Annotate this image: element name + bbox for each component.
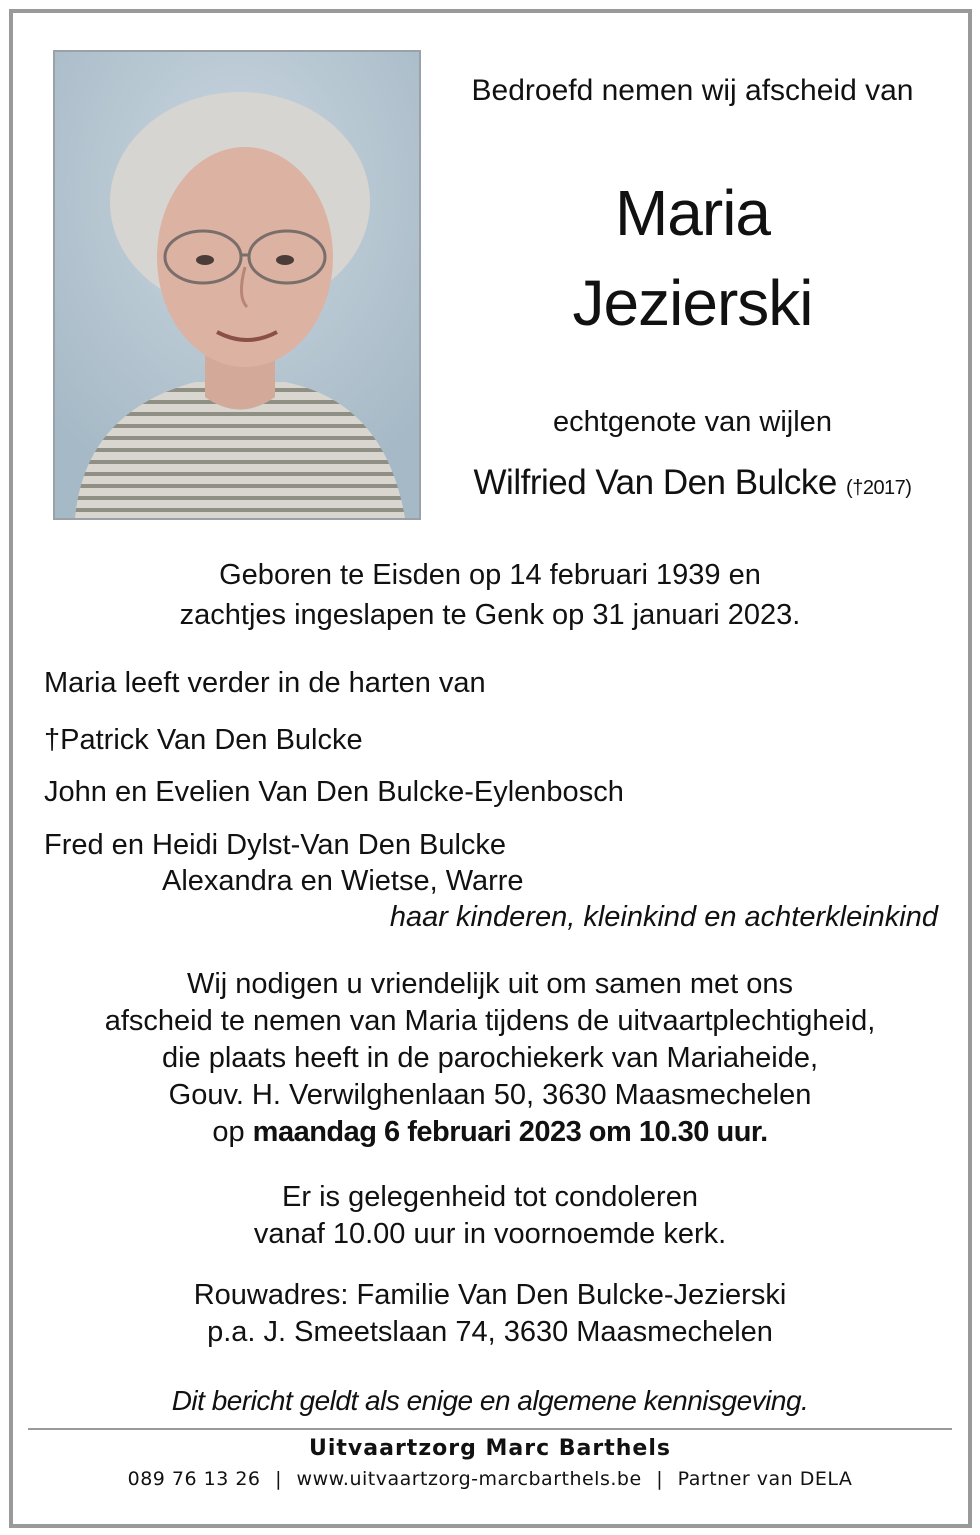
- spouse-name: Wilfried Van Den Bulcke: [473, 463, 837, 502]
- spouse-death-note: (†2017): [846, 477, 912, 499]
- invitation-line-2: afscheid te nemen van Maria tijdens de uitvaartplechtigheid,: [104, 1005, 876, 1037]
- footer-divider: [28, 1428, 952, 1430]
- footer-contact: [40, 1468, 940, 1490]
- intro-text: Bedroefd nemen wij afscheid van: [471, 74, 914, 107]
- invitation-text: [40, 966, 940, 1151]
- condolence-text: [40, 1179, 940, 1253]
- footer-website-link[interactable]: www.uitvaartzorg-marcbarthels.be: [296, 1468, 642, 1490]
- funeral-firm-name: Uitvaartzorg Marc Barthels: [309, 1436, 671, 1461]
- family-member: John en Evelien Van Den Bulcke-Eylenbosch: [44, 776, 624, 808]
- deceased-last-name: Jezierski: [572, 267, 813, 339]
- family-member: †Patrick Van Den Bulcke: [44, 724, 363, 756]
- footer-phone: 089 76 13 26: [127, 1468, 261, 1490]
- footer-separator: |: [275, 1468, 282, 1490]
- invitation-line-1: Wij nodigen u vriendelijk uit om samen met ons: [186, 968, 794, 1000]
- born-line-2: zachtjes ingeslapen te Genk op 31 januari 2023.: [179, 599, 801, 631]
- family-member: Fred en Heidi Dylst-Van Den Bulcke: [44, 829, 507, 861]
- funeral-date: maandag 6 februari 2023 om 10.30 uur.: [252, 1116, 768, 1148]
- family-relation: haar kinderen, kleinkind en achterkleinkind: [389, 901, 938, 933]
- address-line-1: Rouwadres: Familie Van Den Bulcke-Jezierski: [193, 1279, 787, 1311]
- family-intro: Maria leeft verder in de harten van: [44, 667, 486, 699]
- condolence-line-1: Er is gelegenheid tot condoleren: [282, 1181, 698, 1213]
- invitation-line-5: [40, 1114, 940, 1151]
- spouse-intro: echtgenote van wijlen: [553, 406, 832, 438]
- deceased-name: [440, 168, 945, 348]
- born-line-1: Geboren te Eisden op 14 februari 1939 en: [219, 559, 761, 591]
- mourning-address: [40, 1277, 940, 1351]
- family-member: Alexandra en Wietse, Warre: [162, 865, 524, 897]
- address-line-2: p.a. J. Smeetslaan 74, 3630 Maasmechelen: [207, 1316, 773, 1348]
- invitation-line-3: die plaats heeft in de parochiekerk van Mariaheide,: [161, 1042, 819, 1074]
- condolence-line-2: vanaf 10.00 uur in voornoemde kerk.: [253, 1218, 727, 1250]
- footer-partner: Partner van DELA: [677, 1468, 853, 1490]
- footer-separator: |: [656, 1468, 664, 1490]
- invitation-prefix: op: [212, 1116, 245, 1148]
- invitation-line-4: Gouv. H. Verwilghenlaan 50, 3630 Maasmechelen: [168, 1079, 812, 1111]
- portrait-photo: [53, 50, 421, 520]
- notice-text: Dit bericht geldt als enige en algemene kennisgeving.: [171, 1385, 809, 1416]
- portrait-illustration: [55, 52, 419, 518]
- birth-death-text: [40, 555, 940, 635]
- spouse-line: [440, 463, 945, 503]
- deceased-first-name: Maria: [614, 177, 771, 249]
